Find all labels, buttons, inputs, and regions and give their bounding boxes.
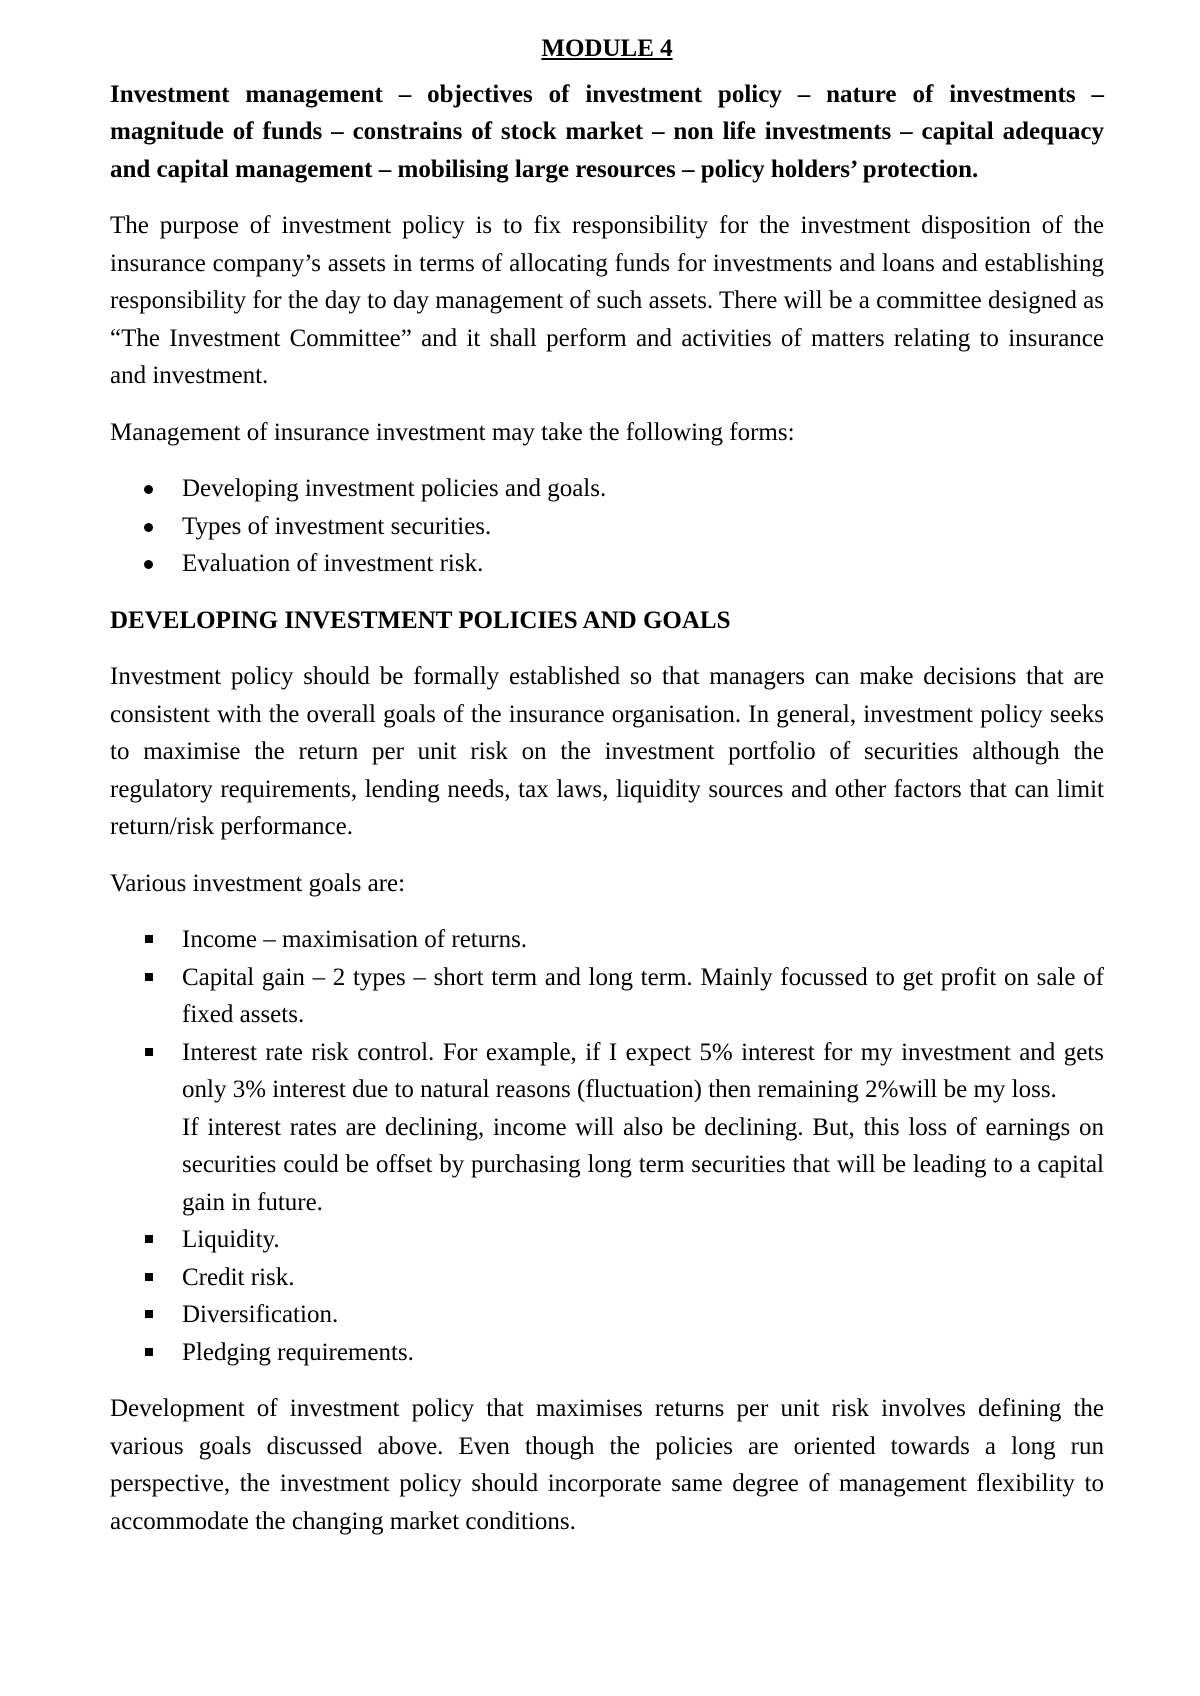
list-item-text: Interest rate risk control. For example, if I expect 5% interest for my investment and gets only 3% interest due to natural reasons (fluctuation) then remaining 2%will be my loss. (182, 1038, 1104, 1103)
list-item: Diversification. (110, 1296, 1104, 1334)
list-item: Developing investment policies and goals. (110, 470, 1104, 508)
list-item-continuation: If interest rates are declining, income will also be declining. But, this loss of earnings on securities could be offset by purchasing long term securities that will be leading to a capital gain in future. (182, 1113, 1104, 1216)
closing-paragraph: Development of investment policy that maximises returns per unit risk involves defining the various goals discussed above. Even though the policies are oriented towards a long run perspective, the investment policy should incorporate same degree of management flexibility to accommodate the changing market conditions. (110, 1395, 1104, 1535)
goals-list (110, 921, 1104, 1371)
list-item: Credit risk. (110, 1259, 1104, 1297)
list-item: Income – maximisation of returns. (110, 921, 1104, 959)
list-item: Liquidity. (110, 1221, 1104, 1259)
policy-paragraph: Investment policy should be formally established so that managers can make decisions that are consistent with the overall goals of the insurance organisation. In general, investment policy seeks to maximise the return per unit risk on the investment portfolio of securities although the regulatory requirements, lending needs, tax laws, liquidity sources and other factors that can limit return/risk performance. (110, 663, 1104, 840)
list-item-interest-rate (110, 1034, 1104, 1222)
section-heading: DEVELOPING INVESTMENT POLICIES AND GOALS (110, 606, 731, 634)
page-title: MODULE 4 (541, 35, 673, 62)
forms-list (110, 470, 1104, 583)
list-item: Types of investment securities. (110, 508, 1104, 546)
syllabus-paragraph: Investment management – objectives of investment policy – nature of investments – magnitude of funds – constrains of stock market – non life investments – capital adequacy and capital management – mobilising large resources – policy holders’ protection. (110, 80, 1104, 183)
forms-intro: Management of insurance investment may take the following forms: (110, 418, 795, 446)
list-item: Evaluation of investment risk. (110, 545, 1104, 583)
document-page (110, 30, 1104, 1559)
goals-intro: Various investment goals are: (110, 869, 406, 897)
list-item: Pledging requirements. (110, 1334, 1104, 1372)
intro-paragraph: The purpose of investment policy is to fix responsibility for the investment disposition of the insurance company’s assets in terms of allocating funds for investments and loans and establishing responsibility for the day to day management of such assets. There will be a committee designed as “The Investment Committee” and it shall perform and activities of matters relating to insurance and investment. (110, 212, 1104, 389)
list-item: Capital gain – 2 types – short term and long term. Mainly focussed to get profit on sale of fixed assets. (110, 959, 1104, 1034)
